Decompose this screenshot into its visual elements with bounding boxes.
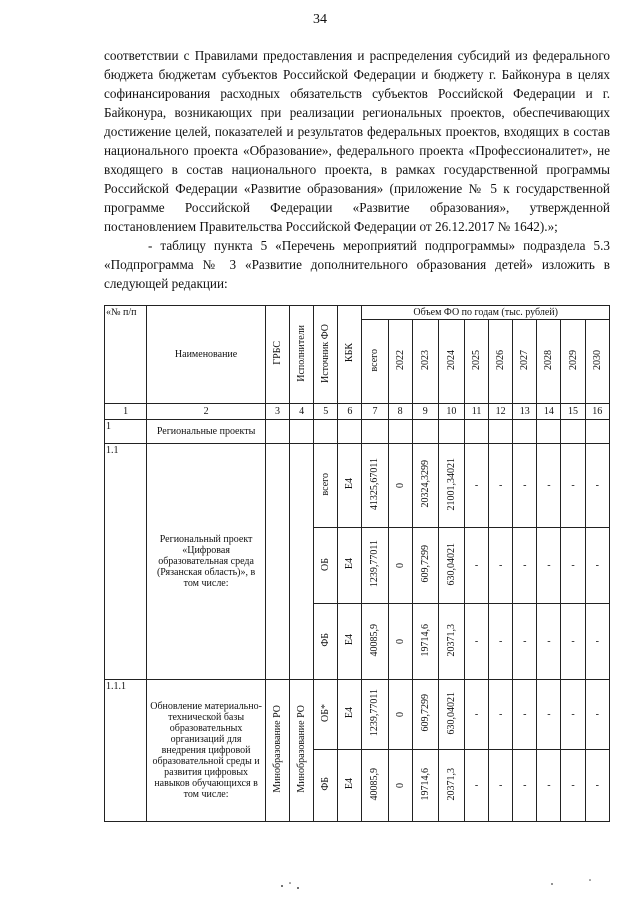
table-row: 1.1 Региональный проект «Цифровая образовательная среда (Рязанская область)», в том числе: всего Е4 41325,67011 0 20324,3299 21001,34021 - - - - - - — [105, 444, 610, 528]
header-name: Наименование — [147, 306, 266, 404]
header-year: 2028 — [537, 320, 561, 404]
header-grbs: ГРБС — [265, 306, 289, 404]
table-row: 1 Региональные проекты — [105, 420, 610, 444]
header-year: 2023 — [412, 320, 438, 404]
header-source: Источник ФО — [314, 306, 338, 404]
header-kbk: КБК — [338, 306, 362, 404]
table-row: ФБ Е4 40085,9 0 19714,6 20371,3 - - - - - - — [105, 604, 610, 680]
header-num: «№ п/п — [105, 306, 147, 404]
header-year: 2024 — [438, 320, 464, 404]
header-year: 2029 — [561, 320, 585, 404]
table-row: ФБ Е4 40085,9 0 19714,6 20371,3 - - - - - - — [105, 750, 610, 822]
body-text — [104, 46, 610, 293]
paragraph-2: - таблицу пункта 5 «Перечень мероприятий подпрограммы» подраздела 5.3 «Подпрограмма № 3 «Развитие дополнительного образования детей» изложить в следующей редакции: — [104, 238, 610, 291]
scan-noise — [0, 874, 640, 898]
header-year: 2022 — [388, 320, 412, 404]
header-year: 2025 — [464, 320, 488, 404]
page-number: 34 — [313, 12, 327, 27]
measures-table — [104, 305, 610, 822]
table-row: 1.1.1 Обновление материально-технической базы образовательных организаций для внедрения цифровой образовательной среды и развития цифровых навыков обучающихся в том числе: Минобразование РО Минобразование РО ОБ* Е4 1239,77011 0 609,7299 630,04021 - - - - - - — [105, 680, 610, 750]
index-row: 1 2 3 4 5 6 7 8 9 10 11 12 13 14 15 16 — [105, 404, 610, 420]
header-total: всего — [362, 320, 388, 404]
header-year: 2027 — [513, 320, 537, 404]
header-year: 2026 — [489, 320, 513, 404]
table-row: ОБ Е4 1239,77011 0 609,7299 630,04021 - - - - - - — [105, 528, 610, 604]
header-volume: Объем ФО по годам (тыс. рублей) — [362, 306, 610, 320]
paragraph-1: соответствии с Правилами предоставления и распределения субсидий из федерального бюджета бюджетам субъектов Российской Федерации и бюджету г. Байконура в целях софинансирования расходных обязательств субъектов Российской Федерации и г. Байконура, возникающих при реализации региональных проектов, обеспечивающих достижение целей, показателей и результатов федеральных проектов, входящих в состав национального проекта «Образование», федерального проекта «Профессионалитет», не входящего в состав национального проекта, в рамках государственной программы Российской Федерации «Развитие образования» (приложение № 5 к государственной программе Российской Федерации «Развитие образования», утвержденной постановлением Правительства Российской Федерации от 26.12.2017 № 1642).»; — [104, 48, 610, 234]
header-year: 2030 — [585, 320, 609, 404]
header-executors: Исполнители — [290, 306, 314, 404]
